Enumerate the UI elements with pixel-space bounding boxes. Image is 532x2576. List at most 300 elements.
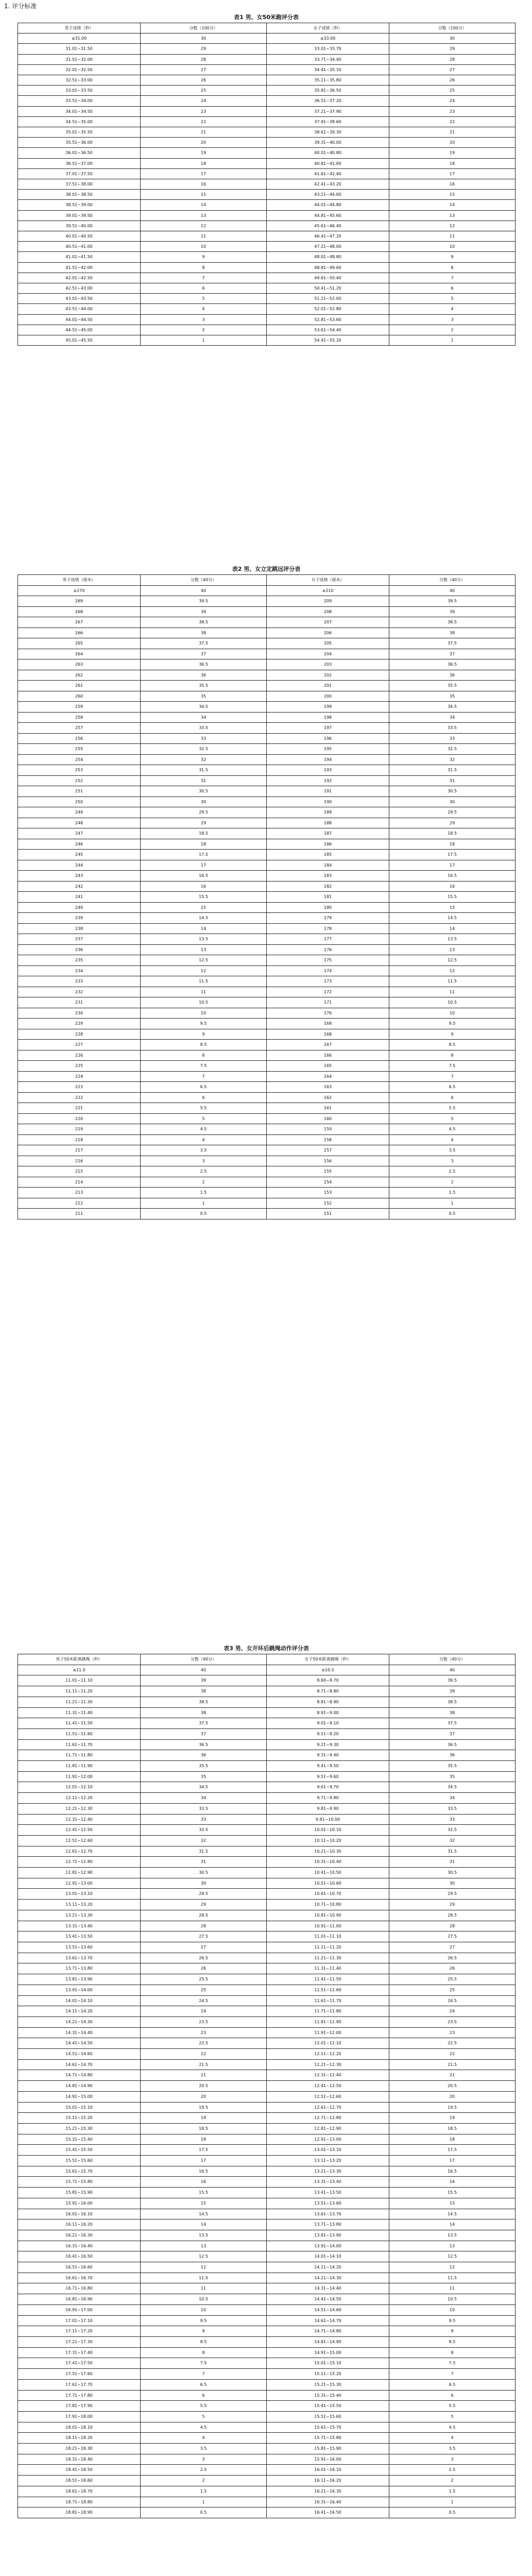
cell-male-points: 9.5 <box>141 2315 267 2326</box>
cell-male-points: 17.5 <box>141 850 267 860</box>
cell-male-score: 258 <box>18 712 141 723</box>
cell-female-points: 22 <box>389 116 516 127</box>
cell-male-points: 3.5 <box>141 1145 267 1156</box>
cell-female-score: 11.31~11.40 <box>267 1963 389 1974</box>
cell-female-points: 29 <box>389 44 516 54</box>
cell-male-points: 38.5 <box>141 1697 267 1707</box>
cell-female-points: 39.5 <box>389 1675 516 1686</box>
cell-male-points: 37 <box>141 649 267 659</box>
cell-male-points: 4.5 <box>141 2422 267 2433</box>
cell-male-points: 17.5 <box>141 2145 267 2156</box>
cell-male-points: 8 <box>141 1050 267 1061</box>
cell-male-points: 18.5 <box>141 828 267 839</box>
cell-male-points: 33 <box>141 1814 267 1825</box>
cell-female-points: 24 <box>389 2006 516 2017</box>
cell-male-score: ≤11.0 <box>18 1665 141 1675</box>
cell-male-score: 17.61~17.70 <box>18 2379 141 2390</box>
cell-female-points: 12.5 <box>389 955 516 966</box>
table-row <box>18 127 516 138</box>
cell-female-points: 25 <box>389 86 516 96</box>
table-row <box>18 2294 516 2305</box>
score-table <box>18 23 516 346</box>
cell-male-points: 36 <box>141 670 267 681</box>
table-row <box>18 2038 516 2049</box>
cell-female-score: 12.21~12.30 <box>267 2059 389 2070</box>
cell-female-points: 27 <box>389 1942 516 1953</box>
cell-female-score: 165 <box>267 1061 389 1072</box>
cell-female-score: 15.71~15.80 <box>267 2433 389 2444</box>
cell-male-points: 14 <box>141 200 267 210</box>
cell-female-points: 9.5 <box>389 1019 516 1029</box>
cell-male-points: 39 <box>141 1675 267 1686</box>
cell-female-score: 14.51~14.60 <box>267 2304 389 2315</box>
cell-male-points: 8.5 <box>141 2337 267 2348</box>
cell-female-score: 9.91~10.00 <box>267 1814 389 1825</box>
table-row <box>18 1889 516 1900</box>
table-row <box>18 944 516 955</box>
cell-male-score: 249 <box>18 807 141 818</box>
table-row <box>18 1868 516 1878</box>
table-row <box>18 1985 516 1995</box>
cell-male-score: 212 <box>18 1198 141 1209</box>
cell-male-points: 13 <box>141 944 267 955</box>
cell-male-score: 229 <box>18 1019 141 1029</box>
cell-male-score: 12.21~12.30 <box>18 1803 141 1814</box>
cell-female-score: 13.81~13.90 <box>267 2230 389 2241</box>
cell-female-score: 184 <box>267 860 389 871</box>
header-female-score: 女子成绩（秒） <box>267 23 389 33</box>
cell-male-points: 33.5 <box>141 1803 267 1814</box>
cell-male-score: 11.01~11.10 <box>18 1675 141 1686</box>
cell-male-score: 248 <box>18 818 141 828</box>
table-row <box>18 168 516 179</box>
cell-male-score: 237 <box>18 934 141 945</box>
cell-male-score: 222 <box>18 1092 141 1103</box>
cell-male-points: 6 <box>141 283 267 294</box>
cell-female-points: 23 <box>389 2027 516 2038</box>
table-row <box>18 871 516 882</box>
cell-male-score: 13.61~13.70 <box>18 1953 141 1963</box>
table-row <box>18 628 516 638</box>
table-row <box>18 1156 516 1166</box>
cell-male-score: 214 <box>18 1177 141 1188</box>
cell-female-points: 29.5 <box>389 807 516 818</box>
cell-male-points: 5 <box>141 1113 267 1124</box>
cell-female-score: 171 <box>267 997 389 1008</box>
cell-male-score: 13.01~13.10 <box>18 1889 141 1900</box>
table-row <box>18 934 516 945</box>
cell-male-points: 29.5 <box>141 1889 267 1900</box>
cell-male-points: 26 <box>141 1963 267 1974</box>
cell-female-points: 5.5 <box>389 1103 516 1114</box>
cell-male-score: 18.11~18.20 <box>18 2433 141 2444</box>
cell-male-points: 33.5 <box>141 723 267 734</box>
table-row <box>18 2507 516 2518</box>
table-row <box>18 283 516 294</box>
cell-male-score: 13.31~13.40 <box>18 1921 141 1931</box>
cell-female-points: 35.5 <box>389 681 516 691</box>
cell-male-score: 43.51~44.00 <box>18 304 141 314</box>
cell-female-score: 13.31~13.40 <box>267 2177 389 2188</box>
table-row <box>18 923 516 934</box>
cell-male-points: 33 <box>141 733 267 744</box>
cell-female-points: 28 <box>389 1921 516 1931</box>
cell-male-score: 14.01~14.10 <box>18 1995 141 2006</box>
table-row <box>18 2433 516 2444</box>
table-row <box>18 221 516 231</box>
cell-female-points: 35 <box>389 691 516 702</box>
cell-male-points: 35 <box>141 1771 267 1782</box>
cell-female-score: 11.21~11.30 <box>267 1953 389 1963</box>
cell-female-score: 13.61~13.70 <box>267 2209 389 2219</box>
cell-female-score: 8.91~9.00 <box>267 1707 389 1718</box>
cell-male-points: 11.5 <box>141 2273 267 2283</box>
cell-male-points: 14 <box>141 923 267 934</box>
cell-male-points: 2.5 <box>141 1166 267 1177</box>
cell-female-points: 4 <box>389 1134 516 1145</box>
cell-female-score: 43.21~44.00 <box>267 190 389 200</box>
cell-female-score: 15.01~15.10 <box>267 2358 389 2369</box>
cell-male-score: 34.01~34.50 <box>18 106 141 116</box>
cell-female-points: 1 <box>389 335 516 346</box>
cell-female-points: 13.5 <box>389 2230 516 2241</box>
table-row <box>18 1113 516 1124</box>
cell-male-points: 19 <box>141 148 267 158</box>
cell-female-score: 12.81~12.90 <box>267 2123 389 2134</box>
cell-female-score: 54.41~55.20 <box>267 335 389 346</box>
cell-female-score: 14.71~14.80 <box>267 2326 389 2337</box>
cell-male-points: 10.5 <box>141 2294 267 2305</box>
cell-male-score: 257 <box>18 723 141 734</box>
cell-female-points: 27.5 <box>389 1931 516 1942</box>
cell-male-points: 15 <box>141 2198 267 2209</box>
cell-female-score: 204 <box>267 649 389 659</box>
cell-female-points: 32 <box>389 1835 516 1846</box>
cell-female-points: 14.5 <box>389 913 516 924</box>
cell-female-points: 13 <box>389 944 516 955</box>
cell-male-score: 34.51~35.00 <box>18 116 141 127</box>
cell-female-score: 169 <box>267 1019 389 1029</box>
table-row <box>18 2337 516 2348</box>
cell-female-points: 12 <box>389 221 516 231</box>
cell-male-points: 24 <box>141 2006 267 2017</box>
table-row <box>18 1697 516 1707</box>
table-row <box>18 1718 516 1729</box>
cell-female-points: 6 <box>389 1092 516 1103</box>
cell-female-score: 37.91~38.60 <box>267 116 389 127</box>
cell-male-score: 36.01~36.50 <box>18 148 141 158</box>
cell-female-score: 13.11~13.20 <box>267 2156 389 2166</box>
cell-male-score: 216 <box>18 1156 141 1166</box>
table-row <box>18 649 516 659</box>
cell-female-score: 13.21~13.30 <box>267 2166 389 2177</box>
cell-male-score: 221 <box>18 1103 141 1114</box>
cell-male-points: 26.5 <box>141 1953 267 1963</box>
table-row <box>18 1082 516 1093</box>
cell-female-points: 2 <box>389 1177 516 1188</box>
table-caption: 表3 男、女开环后跳绳动作评分表 <box>224 1645 309 1652</box>
cell-male-score: 17.91~18.00 <box>18 2411 141 2422</box>
cell-female-score: 209 <box>267 596 389 607</box>
cell-male-score: 269 <box>18 596 141 607</box>
table-row <box>18 33 516 44</box>
cell-female-score: 52.81~53.60 <box>267 314 389 325</box>
cell-female-score: 10.91~11.00 <box>267 1921 389 1931</box>
cell-female-score: 199 <box>267 702 389 713</box>
cell-female-points: 38 <box>389 1707 516 1718</box>
cell-male-score: 14.61~14.70 <box>18 2059 141 2070</box>
cell-female-points: 14 <box>389 2219 516 2230</box>
cell-female-score: 11.51~11.60 <box>267 1985 389 1995</box>
cell-female-score: 14.41~14.50 <box>267 2294 389 2305</box>
table-row <box>18 158 516 168</box>
table-row <box>18 116 516 127</box>
cell-female-score: 153 <box>267 1188 389 1198</box>
cell-male-points: 14.5 <box>141 913 267 924</box>
table-row <box>18 712 516 723</box>
table-row <box>18 2444 516 2454</box>
table-row <box>18 1686 516 1697</box>
cell-female-score: 201 <box>267 681 389 691</box>
cell-male-points: 37.5 <box>141 638 267 649</box>
table-row <box>18 2113 516 2124</box>
cell-male-points: 32.5 <box>141 744 267 755</box>
cell-male-score: 18.41~18.50 <box>18 2465 141 2476</box>
cell-male-score: 262 <box>18 670 141 681</box>
cell-male-points: 24 <box>141 96 267 106</box>
cell-female-points: 5 <box>389 2411 516 2422</box>
cell-female-points: 16.5 <box>389 2166 516 2177</box>
cell-female-score: 14.61~14.70 <box>267 2315 389 2326</box>
cell-male-points: 29 <box>141 1900 267 1910</box>
cell-female-score: 172 <box>267 987 389 997</box>
table-row <box>18 965 516 976</box>
cell-female-points: 14 <box>389 923 516 934</box>
cell-female-points: 12.5 <box>389 2251 516 2262</box>
cell-female-points: 11.5 <box>389 976 516 987</box>
cell-female-points: 3 <box>389 2454 516 2465</box>
table-row <box>18 754 516 765</box>
cell-female-points: 10.5 <box>389 2294 516 2305</box>
table-row <box>18 585 516 596</box>
cell-male-score: 39.01~39.50 <box>18 210 141 221</box>
cell-male-score: 260 <box>18 691 141 702</box>
cell-female-score: 154 <box>267 1177 389 1188</box>
cell-female-points: 30 <box>389 796 516 807</box>
cell-male-score: ≥270 <box>18 585 141 596</box>
cell-female-points: 37.5 <box>389 1718 516 1729</box>
table-body <box>18 1665 516 2518</box>
cell-male-points: 25 <box>141 86 267 96</box>
cell-female-points: 3 <box>389 1156 516 1166</box>
cell-male-score: 11.61~11.70 <box>18 1739 141 1750</box>
cell-female-score: 14.21~14.30 <box>267 2273 389 2283</box>
cell-male-score: 266 <box>18 628 141 638</box>
table-row <box>18 190 516 200</box>
cell-male-score: 13.51~13.60 <box>18 1942 141 1953</box>
cell-male-points: 13 <box>141 2241 267 2251</box>
table-row <box>18 1050 516 1061</box>
cell-female-score: 39.31~40.00 <box>267 138 389 148</box>
cell-male-points: 4.5 <box>141 1124 267 1135</box>
table-row <box>18 2262 516 2273</box>
cell-male-points: 14 <box>141 2219 267 2230</box>
table-row <box>18 1188 516 1198</box>
cell-female-score: 194 <box>267 754 389 765</box>
cell-male-score: 264 <box>18 649 141 659</box>
cell-male-points: 34 <box>141 1793 267 1804</box>
cell-male-score: 33.01~33.50 <box>18 86 141 96</box>
cell-male-points: 23 <box>141 2027 267 2038</box>
cell-female-points: 17 <box>389 860 516 871</box>
cell-male-score: 231 <box>18 997 141 1008</box>
cell-female-score: 175 <box>267 955 389 966</box>
table-row <box>18 2369 516 2380</box>
table-row <box>18 75 516 86</box>
cell-male-points: 16.5 <box>141 2166 267 2177</box>
cell-male-points: 16 <box>141 179 267 190</box>
cell-female-points: 36 <box>389 670 516 681</box>
cell-female-score: 8.60~8.70 <box>267 1675 389 1686</box>
cell-female-points: 9 <box>389 2326 516 2337</box>
cell-female-score: 189 <box>267 807 389 818</box>
cell-female-points: 10 <box>389 2304 516 2315</box>
table-row <box>18 860 516 871</box>
table-row <box>18 1728 516 1739</box>
cell-female-score: 205 <box>267 638 389 649</box>
cell-male-points: 8 <box>141 2347 267 2358</box>
cell-male-points: 10 <box>141 1008 267 1019</box>
cell-female-points: 12 <box>389 965 516 976</box>
cell-female-score: ≤33.00 <box>267 33 389 44</box>
table-row <box>18 733 516 744</box>
cell-male-score: 15.81~15.90 <box>18 2188 141 2198</box>
cell-female-points: 29.5 <box>389 1889 516 1900</box>
cell-male-score: 13.71~13.80 <box>18 1963 141 1974</box>
cell-male-points: 40 <box>141 585 267 596</box>
cell-female-score: 53.61~54.40 <box>267 325 389 335</box>
cell-male-points: 4 <box>141 304 267 314</box>
cell-male-score: 18.61~18.70 <box>18 2486 141 2497</box>
cell-male-points: 12.5 <box>141 2251 267 2262</box>
cell-male-score: 14.41~14.50 <box>18 2038 141 2049</box>
table-row <box>18 997 516 1008</box>
table-row <box>18 1092 516 1103</box>
cell-male-score: 32.01~32.50 <box>18 64 141 75</box>
cell-female-points: 13 <box>389 210 516 221</box>
table-row <box>18 1019 516 1029</box>
cell-female-score: 196 <box>267 733 389 744</box>
cell-female-score: 10.61~10.70 <box>267 1889 389 1900</box>
cell-male-score: 37.51~38.00 <box>18 179 141 190</box>
cell-female-score: 12.71~12.80 <box>267 2113 389 2124</box>
cell-female-score: 50.41~51.20 <box>267 283 389 294</box>
cell-male-score: 253 <box>18 765 141 776</box>
cell-female-points: 5 <box>389 1113 516 1124</box>
cell-male-score: 255 <box>18 744 141 755</box>
cell-female-points: 30 <box>389 1878 516 1889</box>
cell-male-score: 43.01~43.50 <box>18 294 141 304</box>
cell-male-score: 11.71~11.80 <box>18 1750 141 1761</box>
cell-female-score: 13.51~13.60 <box>267 2198 389 2209</box>
cell-male-points: 9 <box>141 2326 267 2337</box>
cell-female-points: 10 <box>389 242 516 252</box>
cell-female-score: 10.71~10.80 <box>267 1900 389 1910</box>
header-female-points: 分数（100分） <box>389 23 516 33</box>
cell-female-points: 25.5 <box>389 1974 516 1985</box>
cell-male-points: 6 <box>141 1092 267 1103</box>
cell-male-score: 246 <box>18 839 141 850</box>
cell-male-points: 9.5 <box>141 1019 267 1029</box>
cell-female-score: 167 <box>267 1040 389 1050</box>
table-row <box>18 606 516 617</box>
cell-female-points: 6.5 <box>389 2379 516 2390</box>
cell-female-score: 16.41~16.50 <box>267 2507 389 2518</box>
cell-female-points: 16 <box>389 179 516 190</box>
table-row <box>18 1953 516 1963</box>
cell-female-score: 176 <box>267 944 389 955</box>
table-row <box>18 2188 516 2198</box>
cell-female-score: 52.01~52.80 <box>267 304 389 314</box>
table-row <box>18 335 516 346</box>
cell-male-score: 37.01~37.50 <box>18 168 141 179</box>
cell-female-points: 15.5 <box>389 892 516 903</box>
cell-female-points: 11 <box>389 987 516 997</box>
cell-male-points: 36.5 <box>141 1739 267 1750</box>
cell-female-points: 35 <box>389 1771 516 1782</box>
cell-male-points: 31.5 <box>141 765 267 776</box>
cell-male-score: 12.31~12.40 <box>18 1814 141 1825</box>
table-row <box>18 691 516 702</box>
cell-female-points: 18 <box>389 158 516 168</box>
table-row <box>18 1857 516 1868</box>
cell-female-score: 162 <box>267 1092 389 1103</box>
cell-female-score: 48.01~48.80 <box>267 252 389 262</box>
cell-female-points: 1.5 <box>389 1188 516 1198</box>
cell-female-points: 34 <box>389 1793 516 1804</box>
cell-female-points: 39 <box>389 606 516 617</box>
table-row <box>18 987 516 997</box>
cell-male-score: 41.51~42.00 <box>18 262 141 273</box>
cell-female-score: 12.41~12.50 <box>267 2081 389 2092</box>
table-row <box>18 723 516 734</box>
cell-male-score: 17.21~17.30 <box>18 2337 141 2348</box>
cell-male-score: 217 <box>18 1145 141 1156</box>
cell-male-score: 16.71~16.80 <box>18 2283 141 2294</box>
header-male-points: 分数（100分） <box>141 23 267 33</box>
table-row <box>18 1675 516 1686</box>
header-female-points: 分数（40分） <box>389 575 516 586</box>
cell-female-score: 161 <box>267 1103 389 1114</box>
cell-male-score: 242 <box>18 881 141 892</box>
cell-male-score: 14.71~14.80 <box>18 2070 141 2081</box>
cell-male-points: 9 <box>141 252 267 262</box>
table-row <box>18 1771 516 1782</box>
cell-male-points: 16.5 <box>141 871 267 882</box>
cell-female-score: 15.41~15.50 <box>267 2401 389 2412</box>
cell-female-score: 156 <box>267 1156 389 1166</box>
table-row <box>18 702 516 713</box>
table-row <box>18 44 516 54</box>
cell-female-score: 14.01~14.10 <box>267 2251 389 2262</box>
cell-female-score: 15.31~15.40 <box>267 2390 389 2401</box>
cell-male-score: 31.51~32.00 <box>18 54 141 64</box>
cell-male-points: 31.5 <box>141 1846 267 1857</box>
cell-male-score: 14.81~14.90 <box>18 2081 141 2092</box>
table-row <box>18 892 516 903</box>
cell-male-score: 232 <box>18 987 141 997</box>
cell-male-score: 16.41~16.50 <box>18 2251 141 2262</box>
